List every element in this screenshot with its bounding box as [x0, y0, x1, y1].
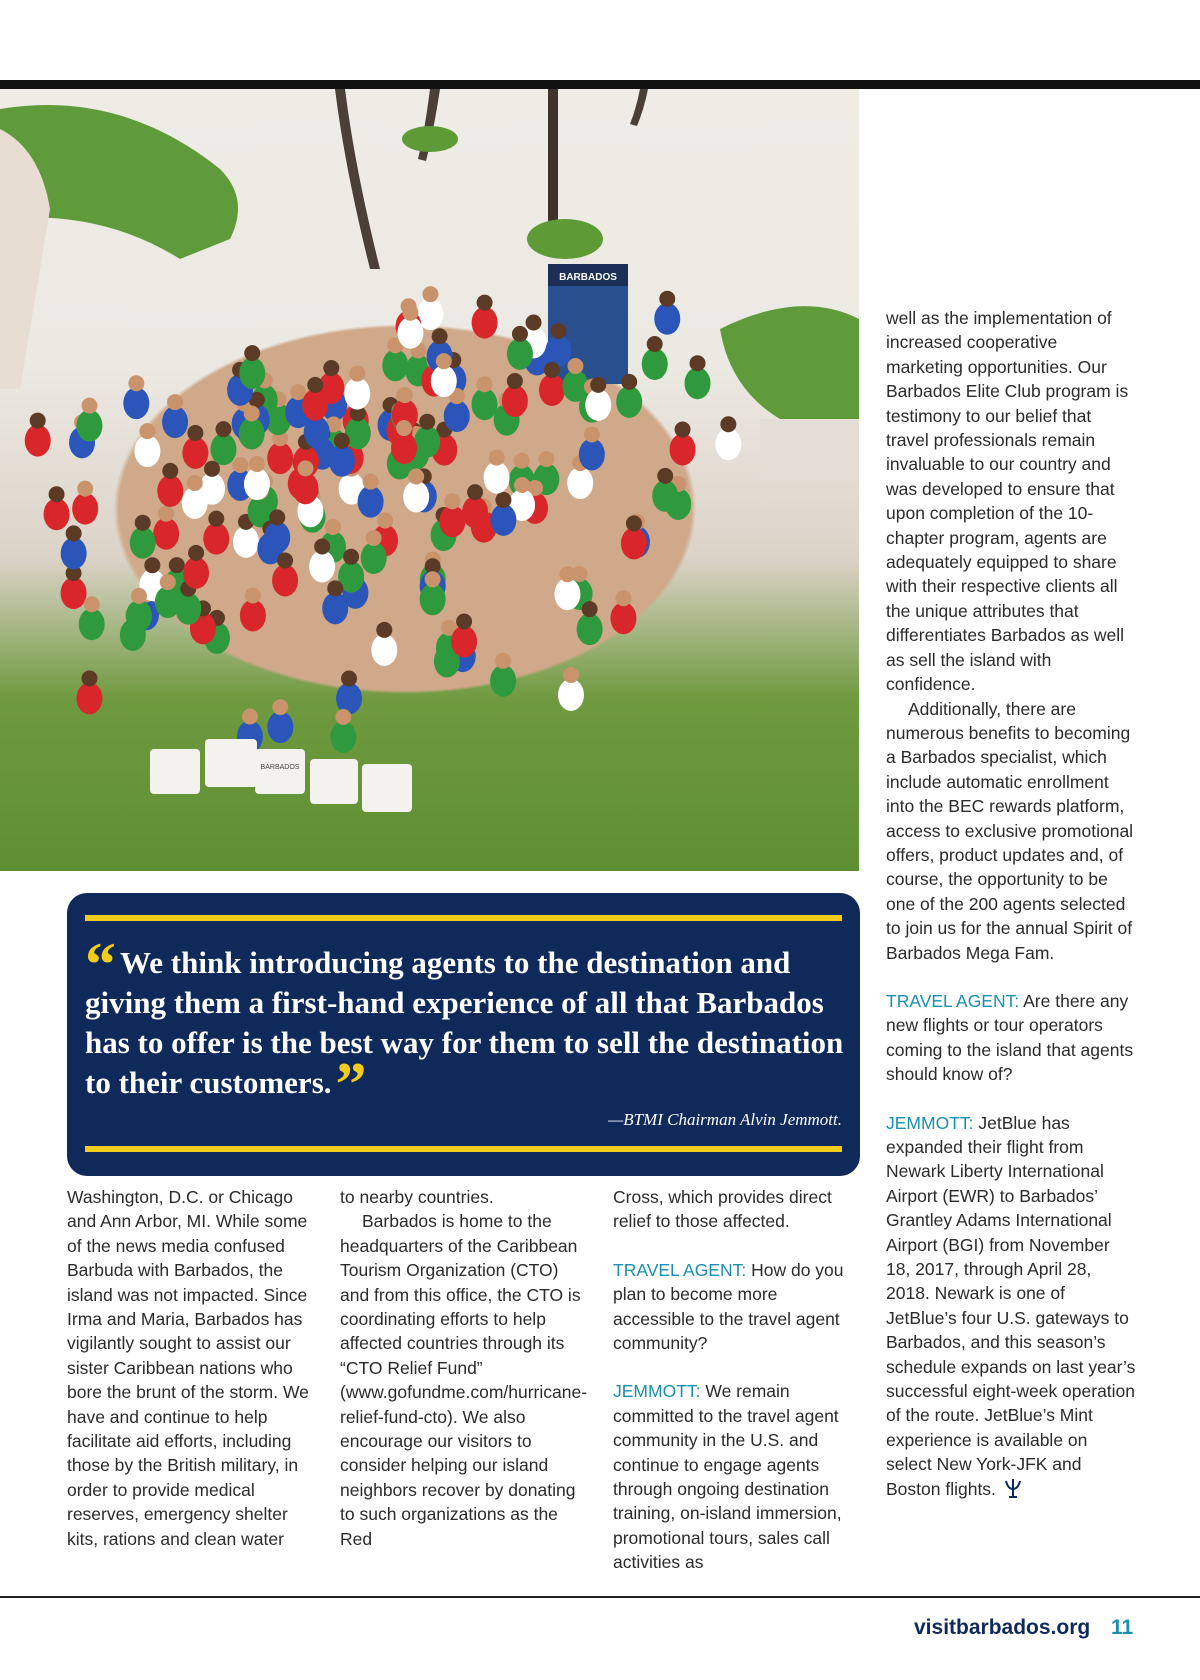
person-body: [439, 505, 465, 537]
person-head: [507, 373, 523, 389]
page-number: 11: [1111, 1616, 1134, 1639]
person-body: [153, 518, 179, 550]
person-head: [467, 484, 483, 500]
person-head: [169, 557, 185, 573]
person-head: [162, 463, 178, 479]
person-head: [647, 336, 663, 352]
person-body: [123, 387, 149, 419]
person-body: [304, 416, 330, 448]
person-body: [391, 432, 417, 464]
person-body: [25, 425, 51, 457]
person-body: [130, 527, 156, 559]
person-head: [128, 375, 144, 391]
person-body: [685, 367, 711, 399]
person-head: [397, 387, 413, 403]
person-head: [335, 709, 351, 725]
person-head: [49, 486, 65, 502]
person-body: [397, 317, 423, 349]
person-body: [670, 433, 696, 465]
tote-bag: [255, 749, 305, 794]
person-body: [244, 468, 270, 500]
person-head: [476, 376, 492, 392]
person-head: [422, 286, 438, 302]
person-body: [472, 307, 498, 339]
person-body: [577, 613, 603, 645]
person-body: [79, 608, 105, 640]
person-head: [363, 474, 379, 490]
trident-icon: [1002, 1477, 1024, 1505]
person-body: [72, 493, 98, 525]
person-head: [690, 355, 706, 371]
question-text: How do you plan to become more accessible to the travel agent community?: [613, 1259, 844, 1354]
close-quote-mark: ”: [335, 1051, 367, 1119]
person-head: [341, 670, 357, 686]
bottom-rule: [0, 1596, 1200, 1598]
person-head: [495, 653, 511, 669]
person-head: [659, 291, 675, 307]
question-paragraph: [886, 989, 1136, 1087]
person-body: [183, 557, 209, 589]
person-body: [329, 445, 355, 477]
person-body: [61, 577, 87, 609]
person-head: [307, 377, 323, 393]
person-body: [267, 711, 293, 743]
person-body: [292, 472, 318, 504]
person-head: [436, 353, 452, 369]
person-head: [188, 545, 204, 561]
person-head: [158, 506, 174, 522]
person-head: [376, 622, 392, 638]
person-head: [242, 709, 258, 725]
person-body: [44, 498, 70, 530]
person-head: [366, 530, 382, 546]
person-body: [431, 365, 457, 397]
question-text: Are there any new flights or tour operators coming to the island that agents should know of?: [886, 990, 1134, 1085]
person-body: [76, 410, 102, 442]
person-body: [134, 435, 160, 467]
person-body: [652, 480, 678, 512]
quote-bottom-bar: [85, 1146, 842, 1152]
person-head: [249, 456, 265, 472]
person-head: [559, 566, 575, 582]
person-head: [244, 345, 260, 361]
person-body: [211, 433, 237, 465]
person-body: [182, 487, 208, 519]
tote-bag: [205, 739, 257, 787]
person-body: [264, 521, 290, 553]
person-head: [567, 358, 583, 374]
person-head: [81, 670, 97, 686]
person-head: [657, 468, 673, 484]
person-head: [544, 362, 560, 378]
crowd: [25, 286, 742, 753]
travel-agent-label: TRAVEL AGENT:: [613, 1259, 747, 1280]
person-head: [325, 519, 341, 535]
palm-trunk: [630, 89, 648, 126]
person-head: [216, 421, 232, 437]
tote-bag: [310, 759, 358, 804]
person-head: [615, 590, 631, 606]
quote-text: [85, 931, 845, 1119]
person-body: [420, 583, 446, 615]
person-body: [585, 389, 611, 421]
column-2-text-a: to nearby countries.: [340, 1187, 494, 1207]
person-body: [490, 665, 516, 697]
person-head: [272, 699, 288, 715]
person-body: [444, 400, 470, 432]
person-body: [322, 592, 348, 624]
person-head: [81, 398, 97, 414]
person-body: [61, 537, 87, 569]
person-head: [720, 416, 736, 432]
person-head: [408, 469, 424, 485]
quote-body: We think introducing agents to the destination and giving them a first-hand experience of all that Barbados has to offer is the best way for them to sell the destination to their customers.: [85, 945, 844, 1100]
person-body: [182, 437, 208, 469]
answer-text: We remain committed to the travel agent community in the U.S. and continue to engage agents through ongoing destination training, on-island immersion, promotional tours, sales call activities as: [613, 1381, 842, 1573]
person-head: [675, 421, 691, 437]
person-body: [507, 338, 533, 370]
palm-trunk: [335, 89, 380, 269]
person-head: [425, 571, 441, 587]
jemmott-label: JEMMOTT:: [886, 1112, 974, 1133]
person-head: [563, 667, 579, 683]
answer-text: JetBlue has expanded their flight from Newark Liberty International Airport (EWR) to Barbados’ Grantley Adams International Airport (BGI) from November 18, 2017, through April 28, 2018. Newark is one of JetBlue’s four U.S. gateways to Barbados, and this season’s schedule expands on last year’s successful eight-week operation of the route. JetBlue’s Mint experience is available on select New York-JFK and Boston flights.: [886, 1112, 1136, 1499]
person-head: [444, 493, 460, 509]
person-head: [139, 423, 155, 439]
person-body: [451, 625, 477, 657]
person-head: [514, 453, 530, 469]
group-photo: [0, 89, 859, 871]
banner-text: BARBADOS: [559, 272, 617, 283]
person-head: [626, 515, 642, 531]
person-head: [550, 323, 566, 339]
person-body: [462, 496, 488, 528]
person-body: [203, 523, 229, 555]
person-head: [297, 460, 313, 476]
person-body: [371, 634, 397, 666]
person-body: [240, 599, 266, 631]
person-body: [642, 348, 668, 380]
person-head: [432, 328, 448, 344]
person-head: [343, 549, 359, 565]
column-4-text-b: Additionally, there are numerous benefits to becoming a Barbados specialist, which include automatic enrollment into the BEC rewards platform, access to exclusive promotional offers, product updates and, of course, the opportunity to be one of the 200 agents selected to join us for the annual Spirit of Barbados Mega Fam.: [886, 698, 1134, 963]
person-head: [135, 515, 151, 531]
person-head: [349, 366, 365, 382]
person-head: [277, 552, 293, 568]
person-head: [66, 525, 82, 541]
person-head: [187, 425, 203, 441]
person-head: [77, 481, 93, 497]
person-body: [267, 442, 293, 474]
person-body: [336, 682, 362, 714]
person-head: [167, 394, 183, 410]
person-body: [558, 679, 584, 711]
column-4: [886, 306, 1136, 1505]
person-head: [621, 374, 637, 390]
tote-bag: [150, 749, 200, 794]
person-head: [245, 587, 261, 603]
column-1-text: Washington, D.C. or Chicago and Ann Arbor, MI. While some of the news media confused Barbuda with Barbados, the island was not impacted. Since Irma and Maria, Barbados has vigilantly sought to assist our sister Caribbean nations who bore the brunt of the storm. We have and continue to help facilitate aid efforts, including those by the British military, in order to provide medical reserves, emergency shelter kits, rations and clean water: [67, 1187, 309, 1549]
tote-bag-text: BARBADOS: [260, 764, 300, 771]
column-3: [613, 1185, 858, 1575]
column-3-text-a: Cross, which provides direct relief to those affected.: [613, 1187, 832, 1232]
person-body: [309, 550, 335, 582]
column-1: [67, 1185, 317, 1551]
person-head: [477, 295, 493, 311]
person-body: [567, 467, 593, 499]
person-body: [471, 388, 497, 420]
hedge: [720, 306, 859, 419]
open-quote-mark: “: [85, 931, 116, 999]
palm-trunk: [548, 89, 558, 229]
person-body: [382, 349, 408, 381]
person-body: [233, 526, 259, 558]
person-head: [232, 457, 248, 473]
person-head: [204, 461, 220, 477]
person-body: [610, 602, 636, 634]
question-paragraph: [613, 1258, 858, 1356]
person-head: [84, 596, 100, 612]
quote-attribution: —BTMI Chairman Alvin Jemmott.: [608, 1110, 842, 1129]
person-head: [131, 588, 147, 604]
person-body: [414, 426, 440, 458]
person-body: [330, 721, 356, 753]
person-body: [272, 564, 298, 596]
person-head: [590, 377, 606, 393]
person-head: [269, 509, 285, 525]
person-head: [160, 574, 176, 590]
person-body: [484, 462, 510, 494]
top-rule: [0, 80, 1200, 89]
column-2: [340, 1185, 588, 1551]
person-head: [377, 512, 393, 528]
person-head: [584, 426, 600, 442]
person-body: [403, 481, 429, 513]
person-head: [314, 538, 330, 554]
person-head: [323, 360, 339, 376]
person-head: [489, 450, 505, 466]
person-body: [239, 357, 265, 389]
column-2-text-b: Barbados is home to the headquarters of the Caribbean Tourism Organization (CTO) and from this office, the CTO is coordinating efforts to help affected countries through its “CTO Relief Fund” (www.gofundme.com/hurricane-relief-fund-cto). We also encourage our visitors to consider helping our island neighbors recover by donating to such organizations as the Red: [340, 1211, 588, 1549]
person-body: [621, 527, 647, 559]
person-head: [30, 413, 46, 429]
person-body: [715, 428, 741, 460]
person-head: [244, 406, 260, 422]
column-4-text-a: well as the implementation of increased cooperative marketing opportunities. Our Barbados Elite Club program is testimony to our belief that travel professionals remain invaluable to our country and was developed to ensure that upon completion of the 10-chapter program, agents are adequately equipped to share with their respective clients all the unique attributes that differentiates Barbados as well as sell the island with confidence.: [886, 308, 1129, 695]
person-body: [344, 378, 370, 410]
person-head: [526, 314, 542, 330]
person-head: [538, 451, 554, 467]
person-body: [554, 578, 580, 610]
person-body: [502, 385, 528, 417]
person-head: [419, 414, 435, 430]
person-body: [490, 504, 516, 536]
person-body: [654, 303, 680, 335]
person-body: [126, 600, 152, 632]
shrub: [527, 219, 603, 259]
person-head: [208, 511, 224, 527]
person-head: [402, 305, 418, 321]
group-photo-illustration: [0, 89, 859, 871]
wall: [760, 419, 859, 479]
pull-quote: [67, 893, 860, 1176]
shrub: [402, 126, 458, 152]
person-body: [76, 682, 102, 714]
jemmott-label: JEMMOTT:: [613, 1381, 701, 1402]
person-body: [545, 335, 571, 367]
person-body: [539, 374, 565, 406]
person-head: [512, 326, 528, 342]
person-body: [358, 486, 384, 518]
answer-paragraph: [886, 1111, 1136, 1506]
person-body: [155, 586, 181, 618]
person-head: [396, 420, 412, 436]
quote-top-bar: [85, 915, 842, 921]
person-body: [239, 418, 265, 450]
person-body: [361, 542, 387, 574]
footer-url: visitbarbados.org: [914, 1616, 1091, 1639]
person-head: [514, 477, 530, 493]
person-head: [495, 492, 511, 508]
travel-agent-label: TRAVEL AGENT:: [886, 990, 1020, 1011]
person-head: [334, 433, 350, 449]
person-body: [579, 438, 605, 470]
person-head: [456, 613, 472, 629]
person-body: [302, 389, 328, 421]
tote-bags: [150, 739, 412, 812]
tote-bag: [362, 764, 412, 812]
person-head: [582, 601, 598, 617]
person-head: [187, 475, 203, 491]
person-head: [327, 580, 343, 596]
person-head: [144, 557, 160, 573]
person-body: [162, 406, 188, 438]
person-body: [616, 386, 642, 418]
answer-paragraph: [613, 1379, 858, 1574]
person-body: [157, 475, 183, 507]
